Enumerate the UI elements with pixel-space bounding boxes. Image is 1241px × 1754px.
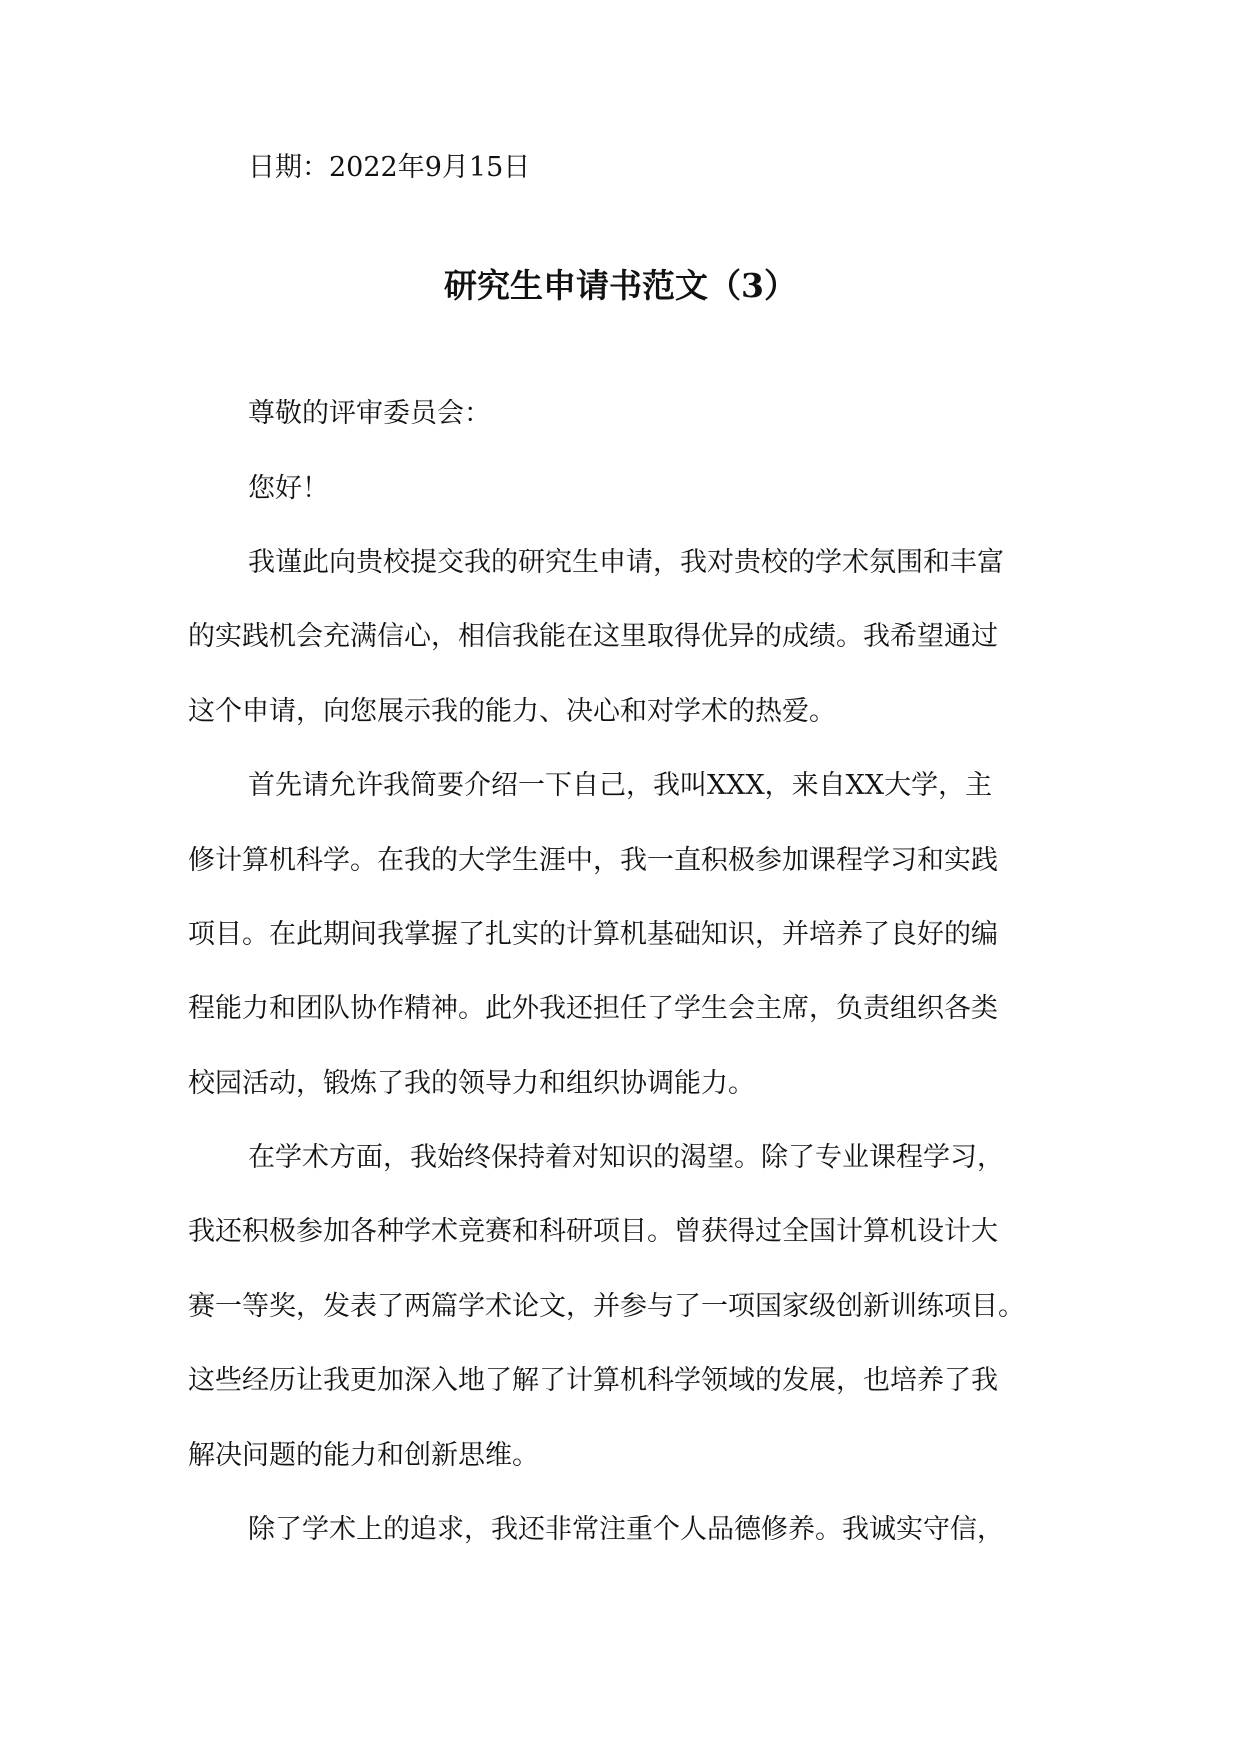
paragraph-line: 程能力和团队协作精神。此外我还担任了学生会主席，负责组织各类 — [188, 993, 998, 1024]
paragraph-line: 赛一等奖，发表了两篇学术论文，并参与了一项国家级创新训练项目。 — [188, 1291, 1025, 1322]
paragraph-line: 修计算机科学。在我的大学生涯中，我一直积极参加课程学习和实践 — [188, 845, 998, 876]
paragraph-line: 项目。在此期间我掌握了扎实的计算机基础知识，并培养了良好的编 — [188, 919, 998, 950]
paragraph-line: 这个申请，向您展示我的能力、决心和对学术的热爱。 — [188, 696, 836, 727]
document-title: 研究生申请书范文（3） — [444, 266, 797, 305]
paragraph-line: 我谨此向贵校提交我的研究生申请，我对贵校的学术氛围和丰富 — [248, 547, 1004, 578]
paragraph-line: 首先请允许我简要介绍一下自己，我叫XXX，来自XX大学，主 — [248, 770, 993, 801]
greeting: 您好！ — [248, 473, 329, 504]
paragraph-line: 我还积极参加各种学术竞赛和科研项目。曾获得过全国计算机设计大 — [188, 1216, 998, 1247]
paragraph-line: 在学术方面，我始终保持着对知识的渴望。除了专业课程学习， — [248, 1142, 1004, 1173]
paragraph-line: 校园活动，锻炼了我的领导力和组织协调能力。 — [188, 1068, 755, 1099]
paragraph-line: 这些经历让我更加深入地了解了计算机科学领域的发展，也培养了我 — [188, 1365, 998, 1396]
paragraph-line: 除了学术上的追求，我还非常注重个人品德修养。我诚实守信， — [248, 1514, 1004, 1545]
paragraph-line: 解决问题的能力和创新思维。 — [188, 1440, 539, 1471]
document-date: 日期：2022年9月15日 — [248, 152, 531, 183]
salutation: 尊敬的评审委员会： — [248, 398, 491, 429]
paragraph-line: 的实践机会充满信心，相信我能在这里取得优异的成绩。我希望通过 — [188, 621, 998, 652]
